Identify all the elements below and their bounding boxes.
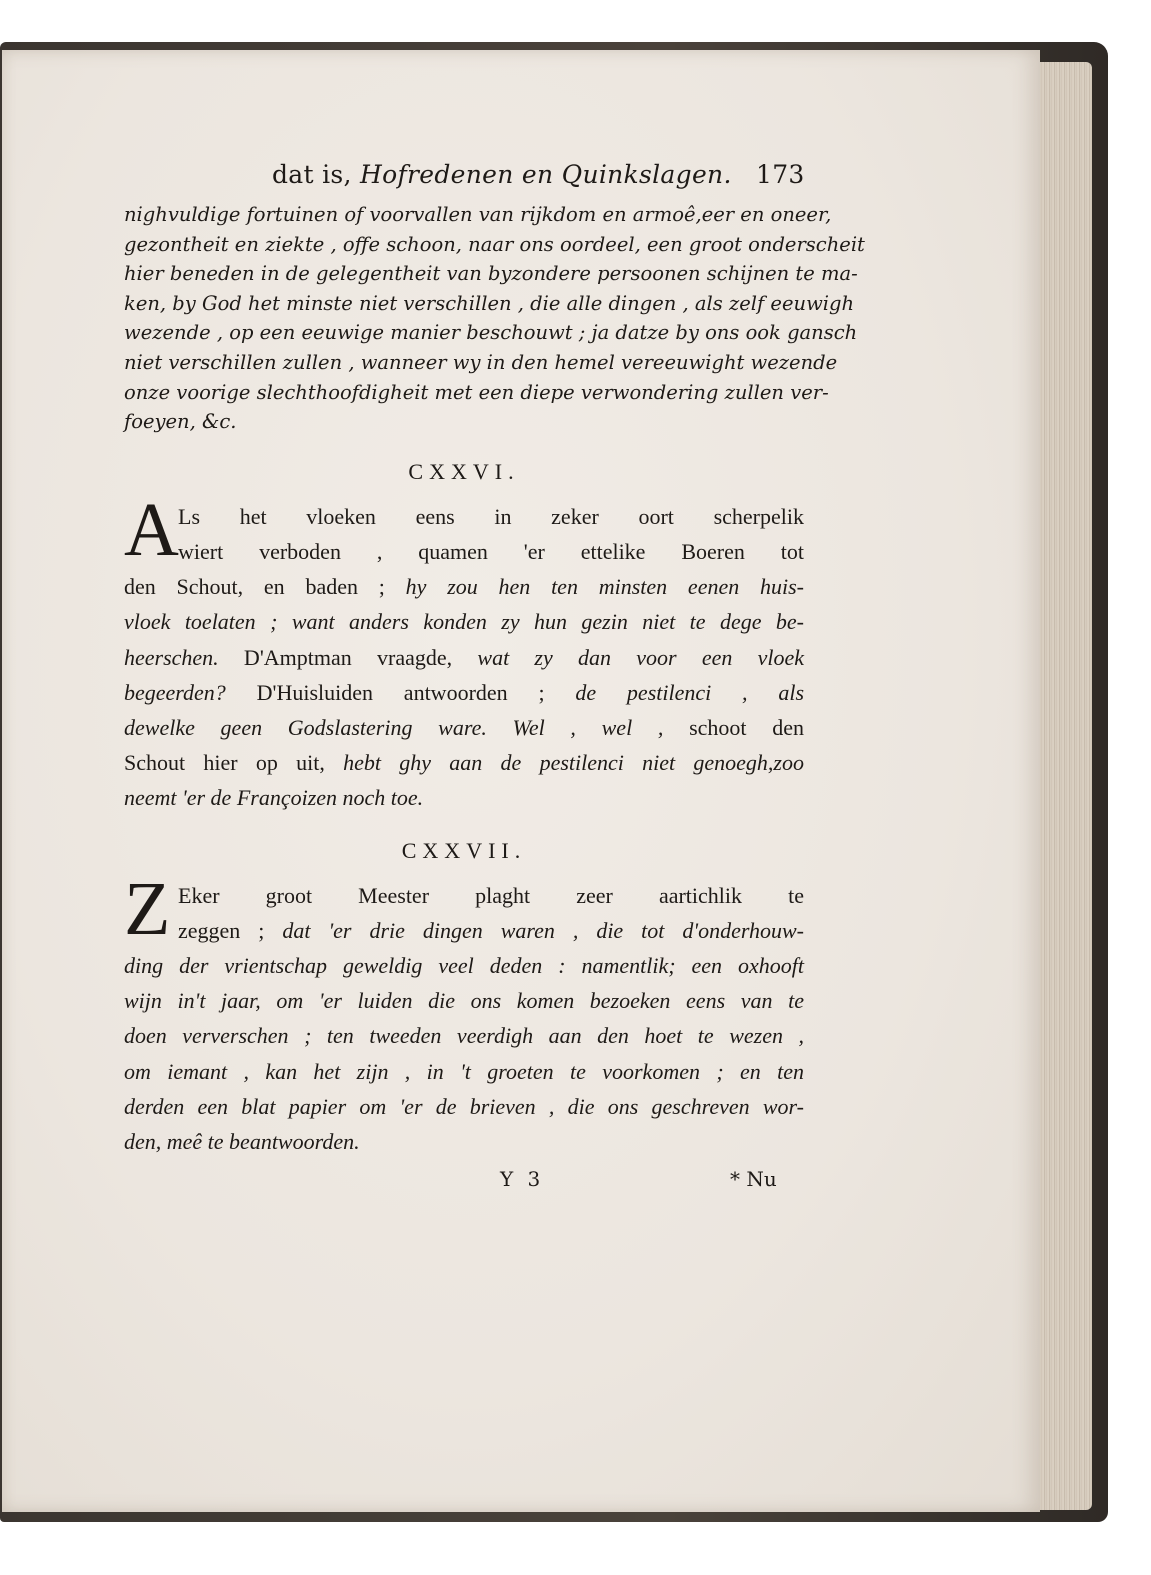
text-line <box>124 1124 804 1159</box>
text-line: hier beneden in de gelegentheit van byzondere persoonen schijnen te ma- <box>124 262 858 286</box>
text-line: onze voorige slechthoofdigheit met een diepe verwondering zullen ver- <box>124 380 829 404</box>
drop-cap: A <box>124 487 179 572</box>
entry-126 <box>124 487 805 816</box>
italic-run: den, meê te beantwoorden. <box>124 1129 360 1154</box>
roman-run: den Schout, en baden ; <box>124 574 406 600</box>
text-line <box>124 534 804 569</box>
roman-run: Schout hier op uit, <box>124 750 344 776</box>
roman-run: D'Huisluiden antwoorden ; <box>225 679 576 705</box>
text-line <box>124 710 804 745</box>
entry-127 <box>124 866 804 1160</box>
italic-run: neemt 'er de Françoizen noch toe. <box>124 785 424 811</box>
section-heading-127: CXXVII. <box>401 837 527 863</box>
text-line <box>124 499 804 534</box>
continuation-paragraph <box>124 200 865 437</box>
text-line: foeyen, &c. <box>124 410 237 434</box>
text-line <box>124 1089 804 1124</box>
text-line <box>124 1018 804 1053</box>
text-line <box>124 913 804 948</box>
italic-run: om iemant , kan het zijn , in 't groeten te voorkomen ; en ten <box>124 1058 804 1084</box>
running-head-title: dat is, Hofredenen en Quinkslagen. <box>272 160 732 189</box>
section-heading-126: CXXVI. <box>408 458 520 484</box>
text-line <box>124 1054 804 1089</box>
text-line <box>124 569 804 604</box>
text-line <box>124 675 804 710</box>
italic-run: de pestilenci , als <box>575 679 805 705</box>
page-footer <box>124 1167 804 1201</box>
text-line <box>124 878 804 913</box>
italic-run: wijn in't jaar, om 'er luiden die ons komen bezoeken eens van te <box>124 988 804 1014</box>
book-page <box>2 50 1040 1512</box>
italic-run: vloek toelaten ; want anders konden zy hun gezin niet te dege be- <box>124 609 804 635</box>
text-line: nighvuldige fortuinen of voorvallen van rijkdom en armoê,eer en oneer, <box>124 203 832 226</box>
roman-run: D'Amptman vraagde, <box>218 644 478 670</box>
italic-run: heerschen. <box>124 644 219 670</box>
text-line: ken, by God het minste niet verschillen , die alle dingen , als zelf eeuwigh <box>124 291 855 315</box>
page-number: 173 <box>756 160 805 189</box>
roman-run: Eker groot Meester plaght zeer aartichlik te <box>178 882 804 908</box>
italic-run: wat zy dan voor een vloek <box>477 644 804 670</box>
italic-run: dewelke geen Godslastering ware. Wel , wel , <box>124 714 664 740</box>
roman-run: schoot den <box>663 714 804 740</box>
text-block <box>124 160 865 1201</box>
text-line <box>124 948 804 983</box>
roman-run: Ls het vloeken eens in zeker oort scherpelik <box>178 503 804 529</box>
text-line <box>124 983 804 1018</box>
running-head <box>124 160 804 200</box>
italic-run: hebt ghy aan de pestilenci niet genoegh,zoo <box>343 750 804 776</box>
roman-run: wiert verboden , quamen 'er ettelike Boeren tot <box>178 538 804 564</box>
drop-cap: Z <box>124 866 171 951</box>
roman-run: zeggen ; <box>178 917 283 943</box>
italic-run: dat 'er drie dingen waren , die tot d'onderhouw- <box>282 917 804 943</box>
text-line <box>124 745 804 780</box>
text-line: niet verschillen zullen , wanneer wy in den hemel vereeuwight wezende <box>124 350 838 374</box>
signature-mark: Y 3 <box>500 1167 545 1192</box>
italic-run: hy zou hen ten minsten eenen huis- <box>405 574 804 600</box>
text-line <box>124 640 804 675</box>
catchword: * Nu <box>730 1167 777 1192</box>
text-line: wezende , op een eeuwige manier beschouwt ; ja datze by ons ook gansch <box>124 321 858 345</box>
italic-run: ding der vrientschap geweldig veel deden : namentlik; een oxhooft <box>124 952 804 978</box>
italic-run: doen ververschen ; ten tweeden veerdigh aan den hoet te wezen , <box>124 1023 804 1049</box>
italic-run: begeerden? <box>124 679 226 705</box>
text-line <box>124 604 804 639</box>
text-line: gezontheit en ziekte , offe schoon, naar ons oordeel, een groot onderscheit <box>124 232 865 256</box>
text-line <box>124 780 804 815</box>
italic-run: derden een blat papier om 'er de brieven , die ons geschreven wor- <box>124 1093 804 1119</box>
